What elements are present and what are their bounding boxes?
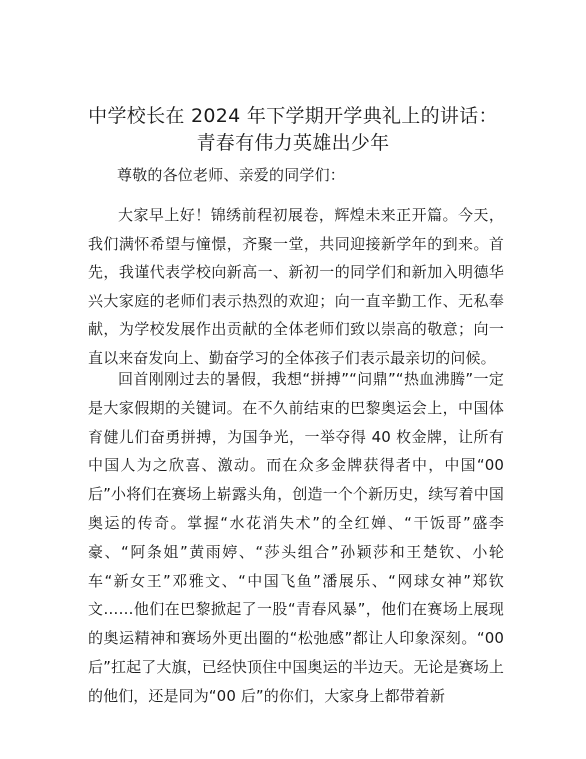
paragraph-opening: 大家早上好！锦绣前程初展卷，辉煌未来正开篇。今天，我们满怀希望与憧憬，齐聚一堂，共同迎接新学年的到来。首先，我谨代表学校向新高一、新初一的同学们和新加入明德华兴大家庭的老师们表示热烈的欢迎；向一直辛勤工作、无私奉献，为学校发展作出贡献的全体老师们致以崇高的敬意；向一直以来奋发向上、勤奋学习的全体孩子们表示最亲切的问候。	[88, 206, 504, 367]
paragraph-olympics: 回首刚刚过去的暑假，我想“拼搏”“问鼎”“热血沸腾”一定是大家假期的关键词。在不久前结束的巴黎奥运会上，中国体育健儿们奋勇拼搏，为国争光，一举夺得 40 枚金牌，让所有中国人为之欣喜、激动。而在众多金牌获得者中，中国“00后”小将们在赛场上崭露头角，创造一个个新历史，续写着中国奥运的传奇。掌握“水花消失术”的全红婵、“干饭哥”盛李豪、“阿条姐”黄雨婷、“莎头组合”孙颖莎和王楚钦、小轮车“新女王”邓雅文、“中国飞鱼”潘展乐、“网球女神”郑钦文……他们在巴黎掀起了一股“青春风暴”，他们在赛场上展现的奥运精神和赛场外更出圈的“松弛感”都让人印象深刻。“00 后”扛起了大旗，已经快顶住中国奥运的半边天。无论是赛场上的他们，还是同为“00 后”的你们，大家身上都带着新	[88, 370, 504, 705]
greeting: 尊敬的各位老师、亲爱的同学们：	[117, 166, 346, 184]
document-title-line-2: 青春有伟力英雄出少年	[196, 132, 390, 154]
document-title-line-1: 中学校长在 2024 年下学期开学典礼上的讲话：	[88, 105, 498, 127]
